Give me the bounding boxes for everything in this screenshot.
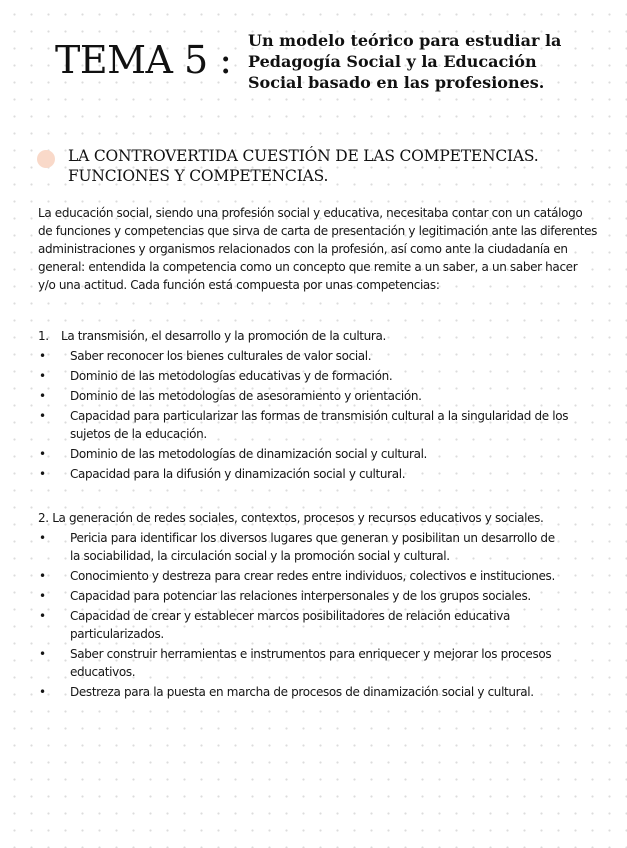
list-item	[38, 387, 570, 405]
list-item	[38, 567, 565, 585]
bullet-icon: •	[39, 609, 46, 623]
list-item	[38, 407, 570, 443]
list-item-text: Conocimiento y destreza para crear redes entre individuos, colectivos e instituciones.	[70, 569, 555, 583]
group-1-number: 1.	[38, 329, 49, 343]
list-item	[38, 529, 565, 565]
bullet-icon: •	[39, 467, 46, 481]
list-item	[38, 683, 565, 701]
bullet-icon: •	[39, 685, 46, 699]
list-item-text: Capacidad para particularizar las formas de transmisión cultural a la singularidad de los sujetos de la educación.	[70, 409, 569, 441]
competence-group-2	[38, 509, 608, 703]
bullet-icon: •	[39, 409, 46, 423]
group-1-title	[38, 327, 608, 345]
bullet-icon: •	[39, 349, 46, 363]
group-2-title: 2. La generación de redes sociales, contextos, procesos y recursos educativos y sociales.	[38, 511, 544, 525]
bullet-icon: •	[39, 531, 46, 545]
bullet-icon: •	[39, 389, 46, 403]
bullet-icon: •	[39, 369, 46, 383]
list-item-text: Capacidad para la difusión y dinamización social y cultural.	[70, 467, 406, 481]
intro-text: La educación social, siendo una profesión social y educativa, necesitaba contar con un catálogo de funciones y competencias que sirva de carta de presentación y legitimación ante las diferentes administraciones y organismos relacionados con la profesión, así como ante la ciudadanía en general: entendida la competencia como un concepto que remite a un saber, a un saber hacer y/o una actitud. Cada función está compuesta por unas competencias:	[38, 206, 598, 292]
list-item-text: Saber construir herramientas e instrumentos para enriquecer y mejorar los procesos educativos.	[70, 647, 552, 679]
group-1-list	[38, 347, 608, 483]
list-item	[38, 367, 570, 385]
list-item-text: Pericia para identificar los diversos lugares que generan y posibilitan un desarrollo de la sociabilidad, la circulación social y la promoción social y cultural.	[70, 531, 555, 563]
list-item-text: Capacidad de crear y establecer marcos posibilitadores de relación educativa particularizados.	[70, 609, 510, 641]
list-item	[38, 607, 565, 643]
group-1-title-text: La transmisión, el desarrollo y la promoción de la cultura.	[61, 329, 386, 343]
section-title: LA CONTROVERTIDA CUESTIÓN DE LAS COMPETENCIAS. FUNCIONES Y COMPETENCIAS.	[68, 147, 539, 185]
list-item-text: Destreza para la puesta en marcha de procesos de dinamización social y cultural.	[70, 685, 534, 699]
topic-subtitle: Un modelo teórico para estudiar la Pedagogía Social y la Educación Social basado en las profesiones.	[248, 31, 562, 92]
bullet-icon: •	[39, 647, 46, 661]
list-item	[38, 587, 565, 605]
list-item	[38, 347, 570, 365]
bullet-icon: •	[39, 569, 46, 583]
group-2-list	[38, 529, 608, 701]
list-item-text: Dominio de las metodologías de asesoramiento y orientación.	[70, 389, 422, 403]
header	[55, 30, 615, 122]
topic-number: TEMA 5 :	[55, 38, 232, 82]
bullet-icon: •	[39, 447, 46, 461]
list-item	[38, 445, 570, 463]
list-item	[38, 465, 570, 483]
list-item-text: Capacidad para potenciar las relaciones interpersonales y de los grupos sociales.	[70, 589, 531, 603]
bullet-icon: •	[39, 589, 46, 603]
intro-paragraph	[38, 204, 598, 294]
list-item-text: Dominio de las metodologías de dinamización social y cultural.	[70, 447, 428, 461]
list-item-text: Saber reconocer los bienes culturales de valor social.	[70, 349, 372, 363]
list-item-text: Dominio de las metodologías educativas y de formación.	[70, 369, 393, 383]
list-item	[38, 645, 565, 681]
heading-bullet-icon	[37, 150, 55, 168]
competence-group-1	[38, 327, 608, 485]
